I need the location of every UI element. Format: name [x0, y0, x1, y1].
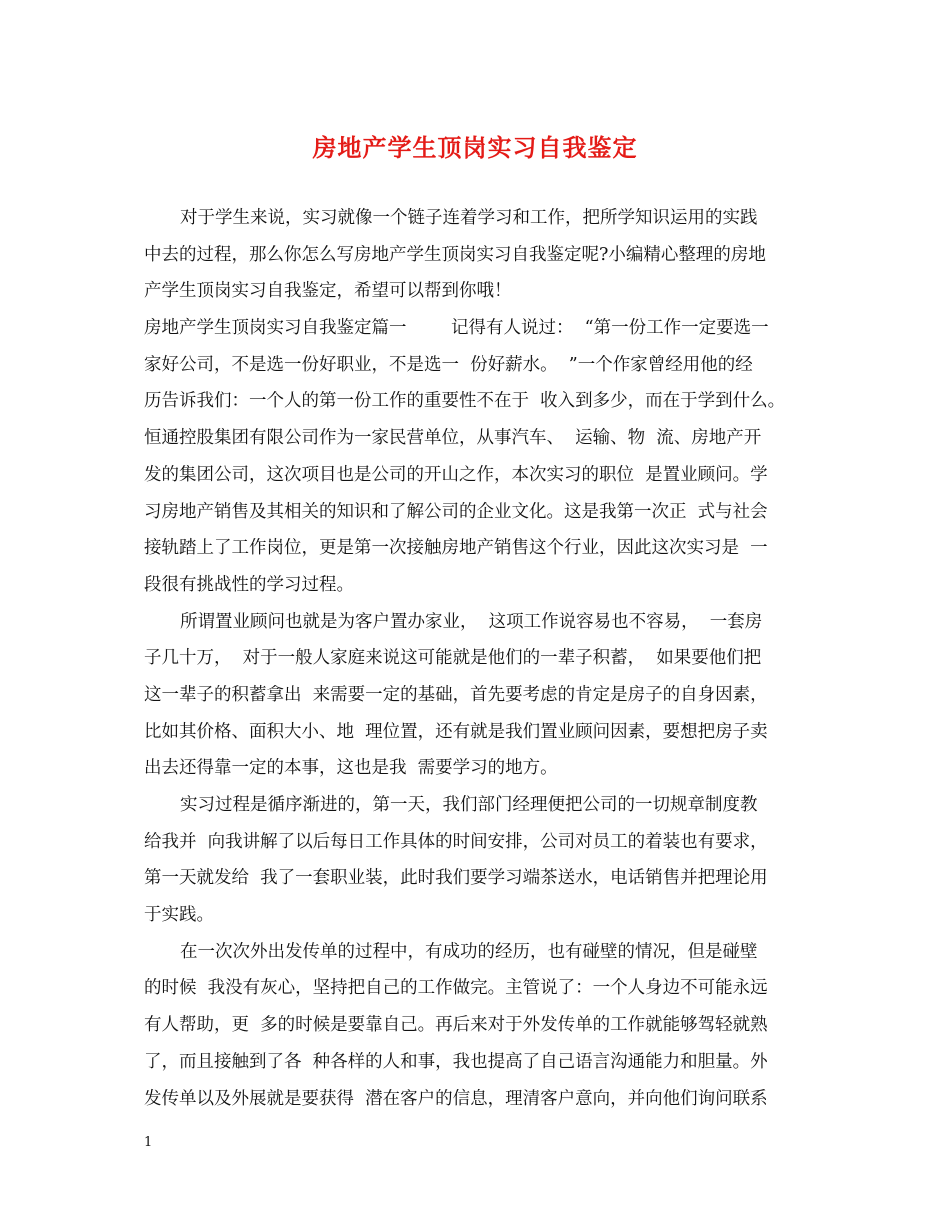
body-line: 发传单以及外展就是要获得 潜在客户的信息，理清客户意向，并向他们询问联系 — [144, 1088, 768, 1109]
body-line: 家好公司，不是选一份好职业，不是选一 份好薪水。 ”一个作家曾经用他的经 — [144, 354, 753, 375]
body-line: 对于学生来说，实习就像一个链子连着学习和工作，把所学知识运用的实践 — [180, 208, 758, 228]
document-title: 房地产学生顶岗实习自我鉴定 — [312, 133, 638, 162]
body-line: 发的集团公司，这次项目也是公司的开山之作，本次实习的职位 是置业顾问。学 — [144, 464, 768, 485]
body-line: 出去还得靠一定的本事，这也是我 需要学习的地方。 — [144, 758, 558, 779]
body-line: 的时候 我没有灰心，坚持把自己的工作做完。主管说了：一个人身边不可能永远 — [144, 978, 768, 999]
body-line: 有人帮助，更 多的时候是要靠自己。再后来对于外发传单的工作就能够驾轻就熟 — [144, 1015, 768, 1036]
document-body — [144, 200, 810, 1117]
body-line: 产学生顶岗实习自我鉴定，希望可以帮到你哦！ — [144, 281, 512, 302]
body-line: 于实践。 — [144, 905, 214, 926]
body-line: 子几十万， 对于一般人家庭来说这可能就是他们的一辈子积蓄， 如果要他们把 — [144, 648, 762, 669]
body-line: 接轨踏上了工作岗位，更是第一次接触房地产销售这个行业，因此这次实习是 一 — [144, 538, 768, 559]
body-line: 这一辈子的积蓄拿出 来需要一定的基础，首先要考虑的肯定是房子的自身因素， — [144, 684, 768, 705]
body-line: 给我并 向我讲解了以后每日工作具体的时间安排，公司对员工的着装也有要求， — [144, 831, 768, 852]
body-line: 历告诉我们：一个人的第一份工作的重要性不在于 收入到多少，而在于学到什么。 — [144, 391, 786, 412]
body-line: 比如其价格、面积大小、地 理位置，还有就是我们置业顾问因素，要想把房子卖 — [144, 721, 768, 742]
body-line: 所谓置业顾问也就是为客户置办家业， 这项工作说容易也不容易， 一套房 — [180, 611, 763, 632]
body-line: 段很有挑战性的学习过程。 — [144, 574, 354, 595]
body-line: 恒通控股集团有限公司作为一家民营单位，从事汽车、 运输、物 流、房地产开 — [144, 428, 762, 449]
body-line: 习房地产销售及其相关的知识和了解公司的企业文化。这是我第一次正 式与社会 — [144, 501, 768, 522]
body-line: 实习过程是循序渐进的，第一天，我们部门经理便把公司的一切规章制度教 — [180, 795, 758, 815]
page-number: 1 — [144, 1135, 153, 1150]
body-line: 第一天就发给 我了一套职业装，此时我们要学习端茶送水，电话销售并把理论用 — [144, 868, 768, 889]
body-line: 了，而且接触到了各 种各样的人和事，我也提高了自己语言沟通能力和胆量。外 — [144, 1051, 768, 1072]
body-line: 在一次次外出发传单的过程中，有成功的经历，也有碰壁的情况，但是碰壁 — [180, 941, 758, 962]
body-line: 中去的过程，那么你怎么写房地产学生顶岗实习自我鉴定呢?小编精心整理的房地 — [144, 244, 766, 265]
body-line: 房地产学生顶岗实习自我鉴定篇一 记得有人说过： “第一份工作一定要选一 — [144, 318, 769, 339]
